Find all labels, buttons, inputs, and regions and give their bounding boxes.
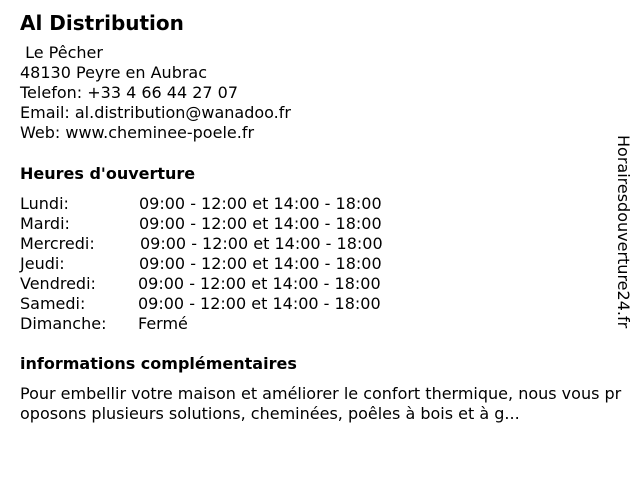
hours-day: Lundi:: [20, 194, 69, 213]
hours-time: 09:00 - 12:00 et 14:00 - 18:00: [139, 214, 382, 233]
address-street: Le Pêcher: [20, 43, 103, 62]
hours-time: 09:00 - 12:00 et 14:00 - 18:00: [139, 254, 382, 273]
info-heading: informations complémentaires: [20, 354, 297, 373]
info-description: Pour embellir votre maison et améliorer le confort thermique, nous vous proposons plusieurs solutions, cheminées, poêles à bois et à g...: [20, 384, 622, 423]
hours-time: 09:00 - 12:00 et 14:00 - 18:00: [140, 234, 383, 253]
hours-heading: Heures d'ouverture: [20, 164, 196, 183]
hours-day: Mercredi:: [20, 234, 95, 253]
business-name: Al Distribution: [20, 11, 184, 35]
contact-block: [20, 43, 291, 143]
hours-time: 09:00 - 12:00 et 14:00 - 18:00: [138, 274, 381, 293]
hours-day: Jeudi:: [20, 254, 65, 273]
email-address: Email: al.distribution@wanadoo.fr: [20, 103, 291, 122]
website: Web: www.cheminee-poele.fr: [20, 123, 255, 142]
hours-day: Dimanche:: [20, 314, 107, 333]
hours-time: 09:00 - 12:00 et 14:00 - 18:00: [139, 194, 382, 213]
hours-time: Fermé: [138, 314, 188, 333]
hours-day: Vendredi:: [20, 274, 96, 293]
phone-number: Telefon: +33 4 66 44 27 07: [20, 83, 239, 102]
hours-time: 09:00 - 12:00 et 14:00 - 18:00: [138, 294, 381, 313]
hours-day: Samedi:: [20, 294, 86, 313]
address-city: 48130 Peyre en Aubrac: [20, 63, 208, 82]
hours-day: Mardi:: [20, 214, 70, 233]
site-watermark: Horairesdouverture24.fr: [614, 135, 633, 329]
